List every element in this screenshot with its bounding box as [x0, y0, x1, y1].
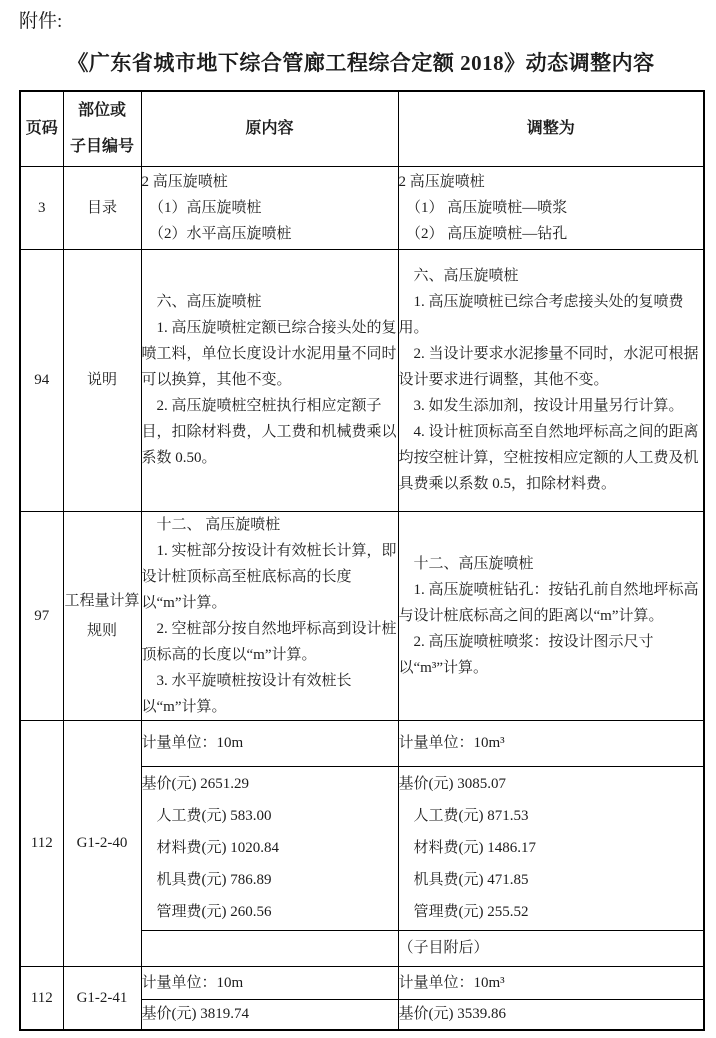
- adjusted-content-cell: 十二、高压旋喷桩 1. 高压旋喷桩钻孔：按钻孔前自然地坪标高与设计桩底标高之间的距离以“m”计算。 2. 高压旋喷桩喷浆：按设计图示尺寸以“m³”计算。: [398, 511, 704, 720]
- table-row: [20, 511, 704, 720]
- original-price-cell: 基价(元) 2651.29 人工费(元) 583.00 材料费(元) 1020.84 机具费(元) 786.89 管理费(元) 260.56: [141, 766, 398, 930]
- original-unit-cell: 计量单位：10m: [141, 966, 398, 999]
- page-cell: 112: [20, 966, 63, 1030]
- original-content-cell: 六、高压旋喷桩 1. 高压旋喷桩定额已综合接头处的复喷工料，单位长度设计水泥用量不同时可以换算，其他不变。 2. 高压旋喷桩空桩执行相应定额子目，扣除材料费，人工费和机械费乘以系数 0.50。: [141, 249, 398, 511]
- adjustment-table: [19, 90, 705, 1031]
- table-row: [20, 249, 704, 511]
- part-cell: G1-2-40: [63, 720, 141, 966]
- header-part-or-item: 部位或 子目编号: [63, 91, 141, 166]
- original-content-cell: 十二、 高压旋喷桩 1. 实桩部分按设计有效桩长计算，即设计桩顶标高至桩底标高的长度以“m”计算。 2. 空桩部分按自然地坪标高到设计桩顶标高的长度以“m”计算。 3. 水平旋喷桩按设计有效桩长以“m”计算。: [141, 511, 398, 720]
- adjusted-note-cell: （子目附后）: [398, 930, 704, 966]
- original-price-cell: 基价(元) 3819.74: [141, 999, 398, 1030]
- table-row: [20, 966, 704, 999]
- page-title: 《广东省城市地下综合管廊工程综合定额 2018》动态调整内容: [67, 51, 655, 75]
- table-row: [20, 166, 704, 249]
- page-cell: 97: [20, 511, 63, 720]
- attachment-label: 附件:: [19, 11, 63, 32]
- header-adjusted-to: 调整为: [398, 91, 704, 166]
- page-cell: 94: [20, 249, 63, 511]
- table-row: [20, 720, 704, 766]
- part-cell: 说明: [63, 249, 141, 511]
- header-original-content: 原内容: [141, 91, 398, 166]
- table-header-row: [20, 91, 704, 166]
- original-note-cell: [141, 930, 398, 966]
- original-content-cell: 2 高压旋喷桩 （1）高压旋喷桩 （2）水平高压旋喷桩: [141, 166, 398, 249]
- page-cell: 112: [20, 720, 63, 966]
- part-cell: G1-2-41: [63, 966, 141, 1030]
- adjusted-price-cell: 基价(元) 3539.86: [398, 999, 704, 1030]
- adjusted-price-cell: 基价(元) 3085.07 人工费(元) 871.53 材料费(元) 1486.17 机具费(元) 471.85 管理费(元) 255.52: [398, 766, 704, 930]
- adjusted-content-cell: 2 高压旋喷桩 （1） 高压旋喷桩—喷浆 （2） 高压旋喷桩—钻孔: [398, 166, 704, 249]
- adjusted-content-cell: 六、高压旋喷桩 1. 高压旋喷桩已综合考虑接头处的复喷费用。 2. 当设计要求水泥掺量不同时，水泥可根据设计要求进行调整，其他不变。 3. 如发生添加剂，按设计用量另行计算。 4. 设计桩顶标高至自然地坪标高之间的距离均按空桩计算，空桩按相应定额的人工费及机具费乘以系数 0.5，扣除材料费。: [398, 249, 704, 511]
- part-cell: 目录: [63, 166, 141, 249]
- original-unit-cell: 计量单位：10m: [141, 720, 398, 766]
- adjusted-unit-cell: 计量单位：10m³: [398, 720, 704, 766]
- adjusted-unit-cell: 计量单位：10m³: [398, 966, 704, 999]
- part-cell: 工程量计算规则: [63, 511, 141, 720]
- page-cell: 3: [20, 166, 63, 249]
- header-page: 页码: [20, 91, 63, 166]
